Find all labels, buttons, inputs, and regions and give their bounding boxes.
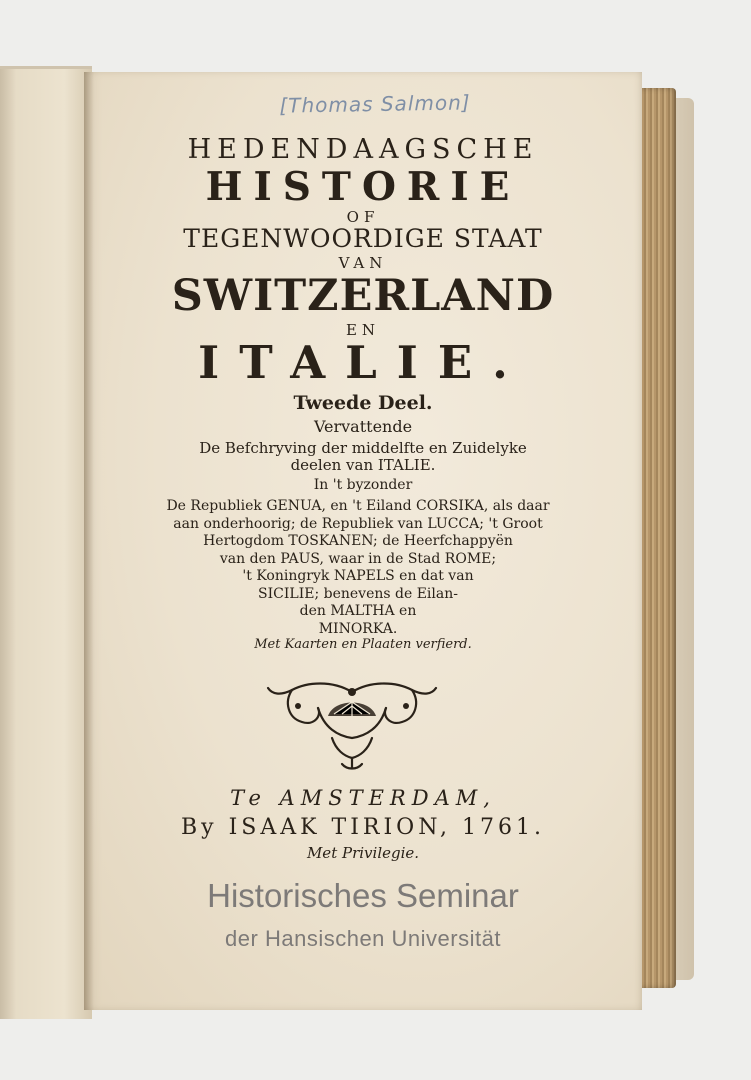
library-stamp-line-2: der Hansischen Universität <box>225 926 501 951</box>
body-line: MINORKA. <box>318 620 398 637</box>
title-line-1: HEDENDAAGSCHE <box>187 134 539 165</box>
body-line: SICILIE; benevens de Eilan- <box>258 585 458 602</box>
title-line-4: TEGENWOORDIGE STAAT <box>183 224 543 253</box>
body-line: De Republiek GENUA, en 't Eiland CORSIKA, als daar <box>166 498 550 514</box>
ornament-vignette-icon <box>262 672 442 772</box>
body-line: aan onderhoorig; de Republiek van LUCCA; 't Groot <box>173 515 543 532</box>
body-line: van den PAUS, waar in de Stad ROME; <box>219 550 497 567</box>
title-line-8: ITALIE. <box>198 336 528 389</box>
title-line-7: EN <box>345 321 381 339</box>
handwritten-attribution: [Thomas Salmon] <box>279 90 471 118</box>
title-line-3: OF <box>346 208 380 226</box>
in-particular: In 't byzonder <box>313 477 413 493</box>
title-line-2: HISTORIE <box>205 164 521 210</box>
title-line-6: SWITZERLAND <box>171 271 555 321</box>
library-stamp-line-1: Historisches Seminar <box>207 877 519 914</box>
left-page <box>0 66 92 1019</box>
body-line: Hertogdom TOSKANEN; de Heerfchappyën <box>203 533 513 549</box>
imprint-place: Te AMSTERDAM, <box>230 786 496 810</box>
imprint-privilege: Met Privilegie. <box>306 844 420 862</box>
title-line-5: VAN <box>338 254 388 272</box>
contents-paragraph <box>148 498 568 638</box>
body-line: den MALTHA en <box>299 603 417 619</box>
description-line-2: deelen van ITALIE. <box>290 456 436 474</box>
description-line-1: De Befchryving der middelfte en Zuidelyke <box>199 439 527 457</box>
volume-label: Tweede Deel. <box>293 392 433 414</box>
contents-intro: Vervattende <box>313 417 413 436</box>
illustrations-note: Met Kaarten en Plaaten verfierd. <box>254 637 472 652</box>
body-line: 't Koningryk NAPELS en dat van <box>242 568 474 584</box>
imprint-publisher: By ISAAK TIRION, 1761. <box>180 815 546 840</box>
